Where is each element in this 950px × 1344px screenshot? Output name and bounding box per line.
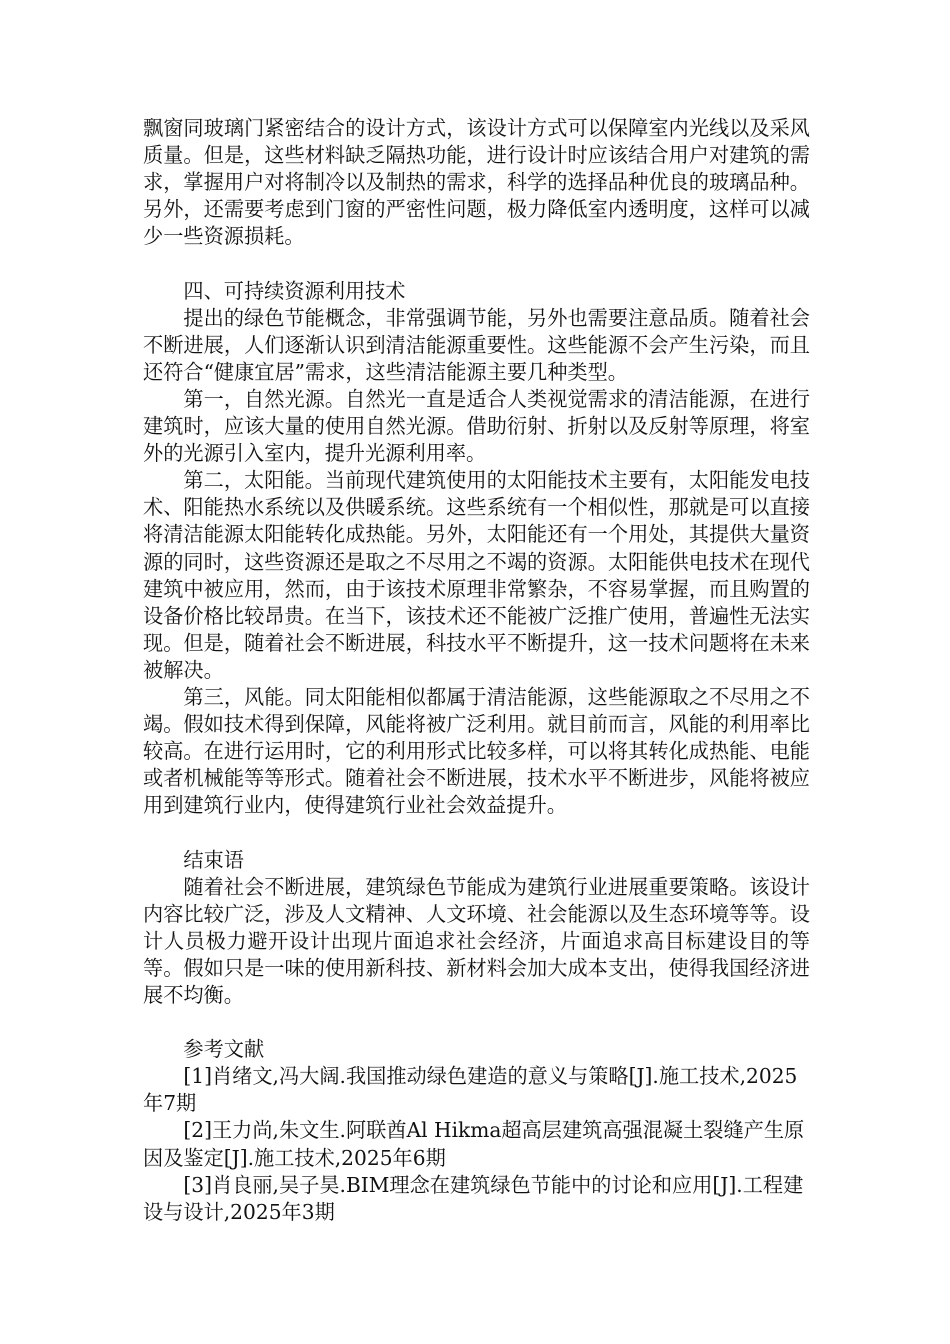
section4-paragraph-1: 提出的绿色节能概念，非常强调节能，另外也需要注意品质。随着社会不断进展，人们逐渐认识到清洁能源重要性。这些能源不会产生污染，而且还符合“健康宜居”需求，这些清洁能源主要几种类型。 [143,305,810,384]
intro-paragraph: 飘窗同玻璃门紧密结合的设计方式，该设计方式可以保障室内光线以及采风质量。但是，这些材料缺乏隔热功能，进行设计时应该结合用户对建筑的需求，掌握用户对将制冷以及制热的需求，科学的选择品种优良的玻璃品种。另外，还需要考虑到门窗的严密性问题，极力降低室内透明度，这样可以减少一些资源损耗。 [143,116,810,249]
section4-paragraph-3: 第二，太阳能。当前现代建筑使用的太阳能技术主要有，太阳能发电技术、阳能热水系统以及供暖系统。这些系统有一个相似性，那就是可以直接将清洁能源太阳能转化成热能。另外，太阳能还有一个用处，其提供大量资源的同时，这些资源还是取之不尽用之不竭的资源。太阳能供电技术在现代建筑中被应用，然而，由于该技术原理非常繁杂，不容易掌握，而且购置的设备价格比较昂贵。在当下，该技术还不能被广泛推广使用，普遍性无法实现。但是，随着社会不断进展，科技水平不断提升，这一技术问题将在未来被解决。 [143,468,810,682]
spacer [143,1009,810,1036]
references-heading: 参考文献 [183,1037,265,1062]
conclusion-paragraph: 随着社会不断进展，建筑绿色节能成为建筑行业进展重要策略。该设计内容比较广泛，涉及人文精神、人文环境、社会能源以及生态环境等等。设计人员极力避开设计出现片面追求社会经济，片面追求高目标建设目的等等。假如只是一味的使用新科技、新材料会加大成本支出，使得我国经济进展不均衡。 [143,874,810,1007]
document-page [143,115,810,1226]
spacer [143,250,810,277]
reference-item-1: [1]肖绪文,冯大阔.我国推动绿色建造的意义与策略[J].施工技术,2025年7期 [143,1064,798,1116]
section4-paragraph-4: 第三，风能。同太阳能相似都属于清洁能源，这些能源取之不尽用之不竭。假如技术得到保障，风能将被广泛利用。就目前而言，风能的利用率比较高。在进行运用时，它的利用形式比较多样，可以将其转化成热能、电能或者机械能等等形式。随着社会不断进展，技术水平不断进步，风能将被应用到建筑行业内，使得建筑行业社会效益提升。 [143,684,810,818]
conclusion-heading: 结束语 [183,847,244,872]
reference-item-3: [3]肖良丽,吴子昊.BIM理念在建筑绿色节能中的讨论和应用[J].工程建设与设计,2025年3期 [143,1172,804,1224]
spacer [143,819,810,846]
section4-paragraph-2: 第一，自然光源。自然光一直是适合人类视觉需求的清洁能源，在进行建筑时，应该大量的使用自然光源。借助衍射、折射以及反射等原理，将室外的光源引入室内，提升光源利用率。 [143,386,810,466]
section4-heading: 四、可持续资源利用技术 [183,278,406,303]
reference-item-2: [2]王力尚,朱文生.阿联酋Al Hikma超高层建筑高强混凝土裂缝产生原因及鉴定[J].施工技术,2025年6期 [143,1118,805,1170]
